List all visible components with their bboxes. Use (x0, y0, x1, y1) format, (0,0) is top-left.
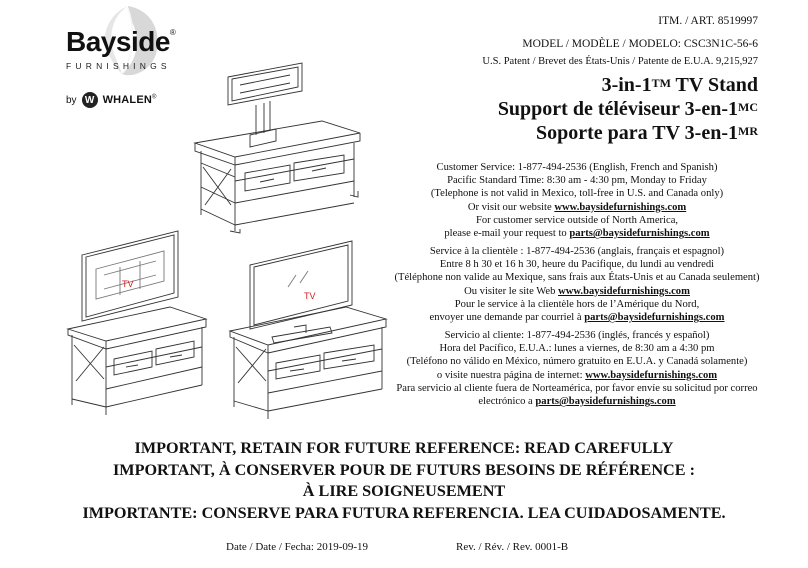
website-link[interactable]: www.baysidefurnishings.com (554, 201, 687, 213)
tv-label: TV (122, 279, 134, 289)
contact-line: envoyer une demande par courriel à parts@baysidefurnishings.com (429, 312, 725, 324)
title-es: Soporte para TV $3-en-1^{MR}$ (535, 122, 758, 144)
contact-line: Entre 8 h 30 et 16 h 30, heure du Pacifique, du lundi au vendredi (439, 259, 715, 271)
contact-english (388, 161, 766, 240)
website-link[interactable]: www.baysidefurnishings.com (558, 285, 690, 297)
contact-line: For customer service outside of North America, (475, 214, 679, 226)
contact-french (388, 245, 766, 324)
stand-with-wall-tv-illustration (68, 231, 206, 415)
contact-line: electrónico a parts@baysidefurnishings.com (478, 396, 676, 408)
by-label: by (66, 94, 77, 106)
document-revision: Rev. / Rév. / Rev. 0001-B (456, 541, 569, 553)
contact-line: Para servicio al cliente fuera de Norteamérica, por favor envíe su solicitud por correo (396, 382, 758, 394)
product-title (498, 73, 758, 145)
contact-line: Or visit our website www.baysidefurnishings.com (467, 201, 687, 213)
important-fr-1: IMPORTANT, À CONSERVER POUR DE FUTURS BESOINS DE RÉFÉRENCE : (113, 460, 695, 479)
tv-label: TV (304, 291, 316, 301)
important-en: IMPORTANT, RETAIN FOR FUTURE REFERENCE: READ CAREFULLY (134, 439, 674, 457)
contact-line: Servicio al cliente: 1-877-494-2536 (inglés, francés y español) (444, 330, 710, 341)
title-fr: Support de téléviseur $3-en-1^{MC}$ (497, 98, 758, 120)
document-date: Date / Date / Fecha: 2019-09-19 (226, 541, 369, 553)
email-link[interactable]: parts@baysidefurnishings.com (584, 312, 725, 324)
brand-name: Bayside® (66, 26, 176, 57)
partner-name: WHALEN® (102, 94, 157, 106)
contact-line: please e-mail your request to parts@baysidefurnishings.com (444, 228, 710, 240)
important-es: IMPORTANTE: CONSERVE PARA FUTURA REFERENCIA. LEA CUIDADOSAMENTE. (82, 503, 726, 522)
contact-line: (Teléfono no válido en México, número gratuito en E.U.A. y Canadá solamente) (406, 356, 748, 368)
whalen-logo-icon: W (82, 92, 98, 108)
tv-stand-illustrations (60, 55, 390, 430)
important-fr-2: À LIRE SOIGNEUSEMENT (302, 482, 506, 500)
item-number: ITM. / ART. 8519997 (658, 15, 758, 27)
contact-line: o visite nuestra página de internet: www.baysidefurnishings.com (436, 369, 718, 381)
contact-line: (Telephone is not valid in Mexico, toll-free in U.S. and Canada only) (430, 188, 724, 200)
contact-line: Pour le service à la clientèle hors de l’Amérique du Nord, (454, 298, 700, 310)
brand-subtitle: FURNISHINGS (66, 61, 171, 71)
contact-line: (Téléphone non valide au Mexique, sans frais aux États-Unis et au Canada seulement) (394, 272, 760, 284)
patent-number: U.S. Patent / Brevet des États-Unis / Patente de E.U.A. 9,215,927 (482, 56, 758, 67)
stand-with-tabletop-tv-illustration (230, 241, 386, 419)
important-notice (0, 438, 808, 524)
contact-line: Pacific Standard Time: 8:30 am - 4:30 pm, Monday to Friday (447, 175, 707, 187)
email-link[interactable]: parts@baysidefurnishings.com (535, 396, 676, 408)
email-link[interactable]: parts@baysidefurnishings.com (569, 228, 710, 240)
contact-spanish (388, 329, 766, 408)
title-en: 3-in-1™ TV Stand (601, 74, 758, 96)
stand-with-mount-illustration (195, 63, 360, 233)
contact-line: Service à la clientèle : 1-877-494-2536 (anglais, français et espagnol) (429, 246, 725, 257)
website-link[interactable]: www.baysidefurnishings.com (585, 369, 718, 381)
contact-line: Ou visiter le site Web www.baysidefurnishings.com (464, 285, 690, 297)
contact-line: Customer Service: 1-877-494-2536 (English, French and Spanish) (436, 162, 718, 173)
contact-line: Hora del Pacífico, E.U.A.: lunes a viernes, de 8:30 am a 4:30 pm (439, 343, 715, 355)
model-number: MODEL / MODÈLE / MODELO: CSC3N1C-56-6 (522, 38, 758, 50)
